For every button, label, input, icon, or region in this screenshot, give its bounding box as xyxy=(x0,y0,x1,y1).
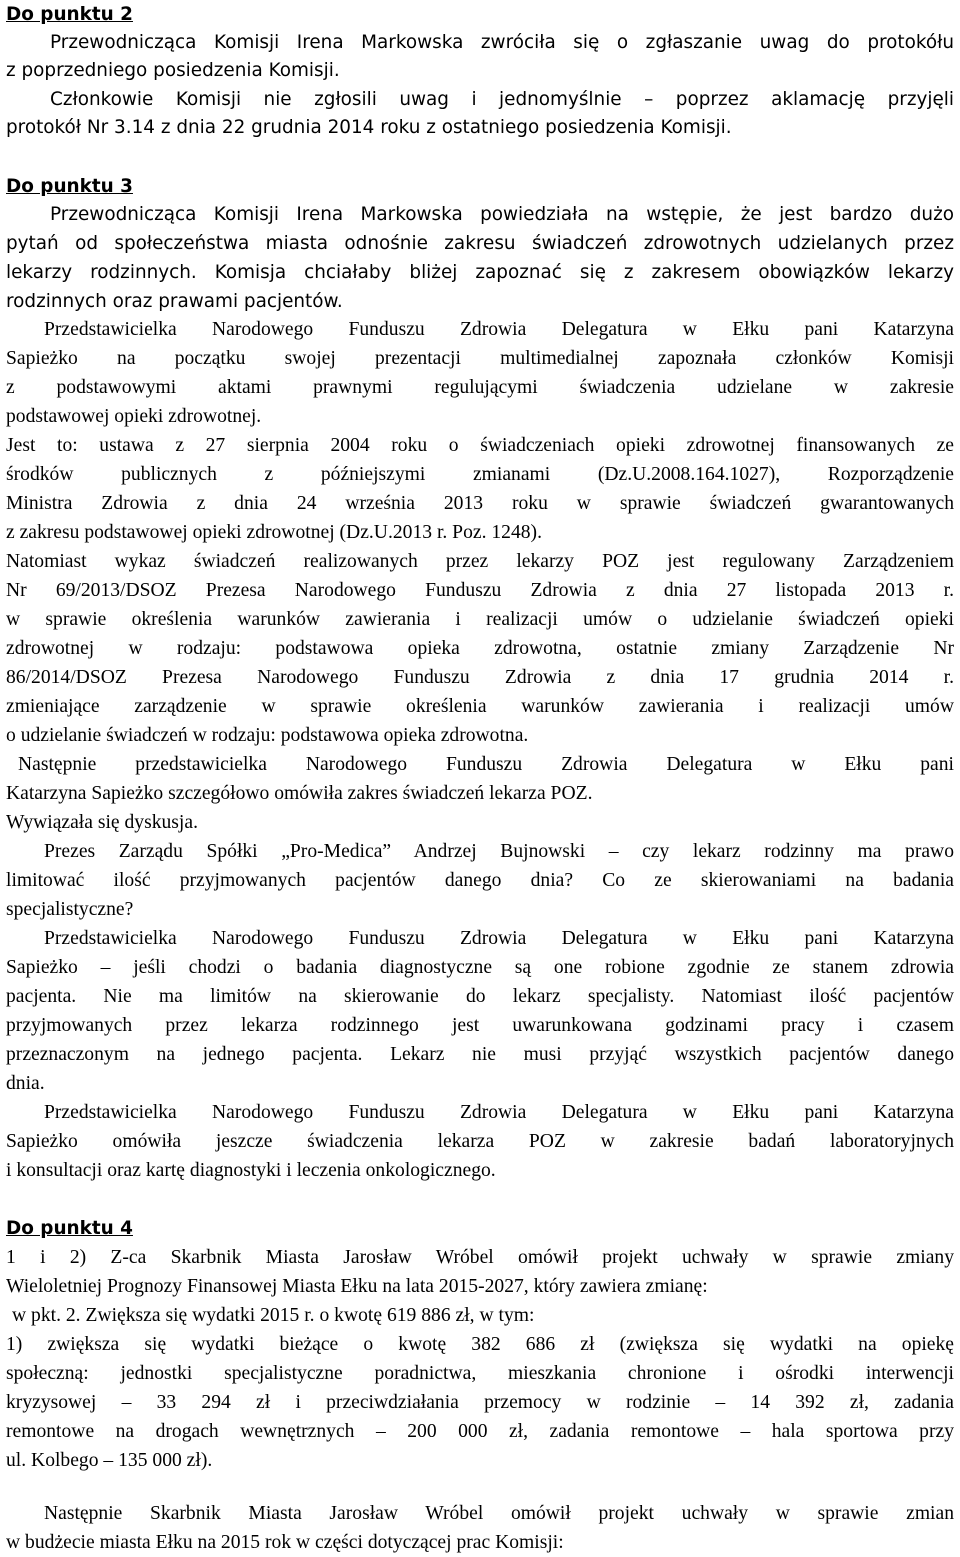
paragraph-line: Członkowie Komisji nie zgłosili uwag i jednomyślnie – poprzez aklamację przyjęli xyxy=(50,89,954,110)
paragraph-line: Sapieżko – jeśli chodzi o badania diagnostyczne są one robione zgodnie ze stanem zdrowia xyxy=(6,957,954,978)
paragraph-line: Katarzyna Sapieżko szczegółowo omówiła zakres świadczeń lekarza POZ. xyxy=(6,783,593,804)
paragraph-line: przyjmowanych przez lekarza rodzinnego jest uwarunkowana godzinami pracy i czasem xyxy=(6,1015,954,1036)
paragraph-line: podstawowej opieki zdrowotnej. xyxy=(6,406,262,427)
paragraph-line: Sapieżko na początku swojej prezentacji multimedialnej zapoznała członków Komisji xyxy=(6,348,954,369)
paragraph-line: Prezes Zarządu Spółki „Pro-Medica” Andrzej Bujnowski – czy lekarz rodzinny ma prawo xyxy=(44,841,954,862)
paragraph-line: Następnie Skarbnik Miasta Jarosław Wróbel omówił projekt uchwały w sprawie zmian xyxy=(44,1503,954,1524)
paragraph-line: Wieloletniej Prognozy Finansowej Miasta Ełku na lata 2015-2027, który zawiera zmianę: xyxy=(6,1276,708,1297)
paragraph-line: zdrowotnej w rodzaju: podstawowa opieka zdrowotna, ostatnie zmiany Zarządzenie Nr xyxy=(6,638,954,659)
paragraph-line: Przedstawicielka Narodowego Funduszu Zdrowia Delegatura w Ełku pani Katarzyna xyxy=(44,319,954,340)
paragraph-line: Nr 69/2013/DSOZ Prezesa Narodowego Funduszu Zdrowia z dnia 27 listopada 2013 r. xyxy=(6,580,954,601)
section-heading-4: Do punktu 4 xyxy=(6,1218,133,1239)
paragraph-line: Sapieżko omówiła jeszcze świadczenia lekarza POZ w zakresie badań laboratoryjnych xyxy=(6,1131,954,1152)
paragraph-line: remontowe na drogach wewnętrznych – 200 000 zł, zadania remontowe – hala sportowa przy xyxy=(6,1421,954,1442)
paragraph-line: Natomiast wykaz świadczeń realizowanych przez lekarzy POZ jest regulowany Zarządzeniem xyxy=(6,551,954,572)
paragraph-line: zmieniające zarządzenie w sprawie określenia warunków zawierania i realizacji umów xyxy=(6,696,954,717)
paragraph-line: lekarzy rodzinnych. Komisja chciałaby bliżej zapoznać się z zakresem obowiązków lekarzy xyxy=(6,262,954,283)
paragraph-line: specjalistyczne? xyxy=(6,899,134,920)
paragraph-line: Ministra Zdrowia z dnia 24 września 2013 roku w sprawie świadczeń gwarantowanych xyxy=(6,493,954,514)
paragraph-line: dnia. xyxy=(6,1073,45,1094)
section-heading-2: Do punktu 2 xyxy=(6,4,133,25)
paragraph-line: ul. Kolbego – 135 000 zł). xyxy=(6,1450,213,1471)
paragraph-line: w pkt. 2. Zwiększa się wydatki 2015 r. o kwotę 619 886 zł, w tym: xyxy=(12,1305,535,1326)
paragraph-line: w budżecie miasta Ełku na 2015 rok w części dotyczącej prac Komisji: xyxy=(6,1532,564,1553)
paragraph-line: z poprzedniego posiedzenia Komisji. xyxy=(6,60,340,81)
paragraph-line: limitować ilość przyjmowanych pacjentów danego dnia? Co ze skierowaniami na badania xyxy=(6,870,954,891)
paragraph-line: Wywiązała się dyskusja. xyxy=(6,812,198,833)
paragraph-line: Przedstawicielka Narodowego Funduszu Zdrowia Delegatura w Ełku pani Katarzyna xyxy=(44,1102,954,1123)
paragraph-line: 1) zwiększa się wydatki bieżące o kwotę 382 686 zł (zwiększa się wydatki na opiekę xyxy=(6,1334,954,1355)
paragraph-line: pytań od społeczeństwa miasta odnośnie zakresu świadczeń zdrowotnych udzielanych przez xyxy=(6,233,954,254)
paragraph-line: 1 i 2) Z-ca Skarbnik Miasta Jarosław Wróbel omówił projekt uchwały w sprawie zmiany xyxy=(6,1247,954,1268)
paragraph-line: Jest to: ustawa z 27 sierpnia 2004 roku o świadczeniach opieki zdrowotnej finansowanych ze xyxy=(6,435,954,456)
paragraph-line: z zakresu podstawowej opieki zdrowotnej (Dz.U.2013 r. Poz. 1248). xyxy=(6,522,542,543)
section-heading-3: Do punktu 3 xyxy=(6,176,133,197)
paragraph-line: i konsultacji oraz kartę diagnostyki i leczenia onkologicznego. xyxy=(6,1160,496,1181)
paragraph-line: środków publicznych z późniejszymi zmianami (Dz.U.2008.164.1027), Rozporządzenie xyxy=(6,464,954,485)
paragraph-line: kryzysowej – 33 294 zł i przeciwdziałania przemocy w rodzinie – 14 392 zł, zadania xyxy=(6,1392,954,1413)
paragraph-line: społeczną: jednostki specjalistyczne poradnictwa, mieszkania chronione i ośrodki interwencji xyxy=(6,1363,954,1384)
paragraph-line: Przedstawicielka Narodowego Funduszu Zdrowia Delegatura w Ełku pani Katarzyna xyxy=(44,928,954,949)
paragraph-line: Następnie przedstawicielka Narodowego Funduszu Zdrowia Delegatura w Ełku pani xyxy=(18,754,954,775)
paragraph-line: przeznaczonym na jednego pacjenta. Lekarz nie musi przyjąć wszystkich pacjentów danego xyxy=(6,1044,954,1065)
paragraph-line: 86/2014/DSOZ Prezesa Narodowego Funduszu Zdrowia z dnia 17 grudnia 2014 r. xyxy=(6,667,954,688)
paragraph-line: protokół Nr 3.14 z dnia 22 grudnia 2014 roku z ostatniego posiedzenia Komisji. xyxy=(6,117,732,138)
paragraph-line: Przewodnicząca Komisji Irena Markowska powiedziała na wstępie, że jest bardzo dużo xyxy=(50,204,954,225)
paragraph-line: Przewodnicząca Komisji Irena Markowska zwróciła się o zgłaszanie uwag do protokółu xyxy=(50,32,954,53)
paragraph-line: o udzielanie świadczeń w rodzaju: podstawowa opieka zdrowotna. xyxy=(6,725,529,746)
paragraph-line: w sprawie określenia warunków zawierania i realizacji umów o udzielanie świadczeń opieki xyxy=(6,609,954,630)
paragraph-line: pacjenta. Nie ma limitów na skierowanie do lekarz specjalisty. Natomiast ilość pacjentów xyxy=(6,986,954,1007)
paragraph-line: z podstawowymi aktami prawnymi regulującymi świadczenia udzielane w zakresie xyxy=(6,377,954,398)
paragraph-line: rodzinnych oraz prawami pacjentów. xyxy=(6,291,343,312)
